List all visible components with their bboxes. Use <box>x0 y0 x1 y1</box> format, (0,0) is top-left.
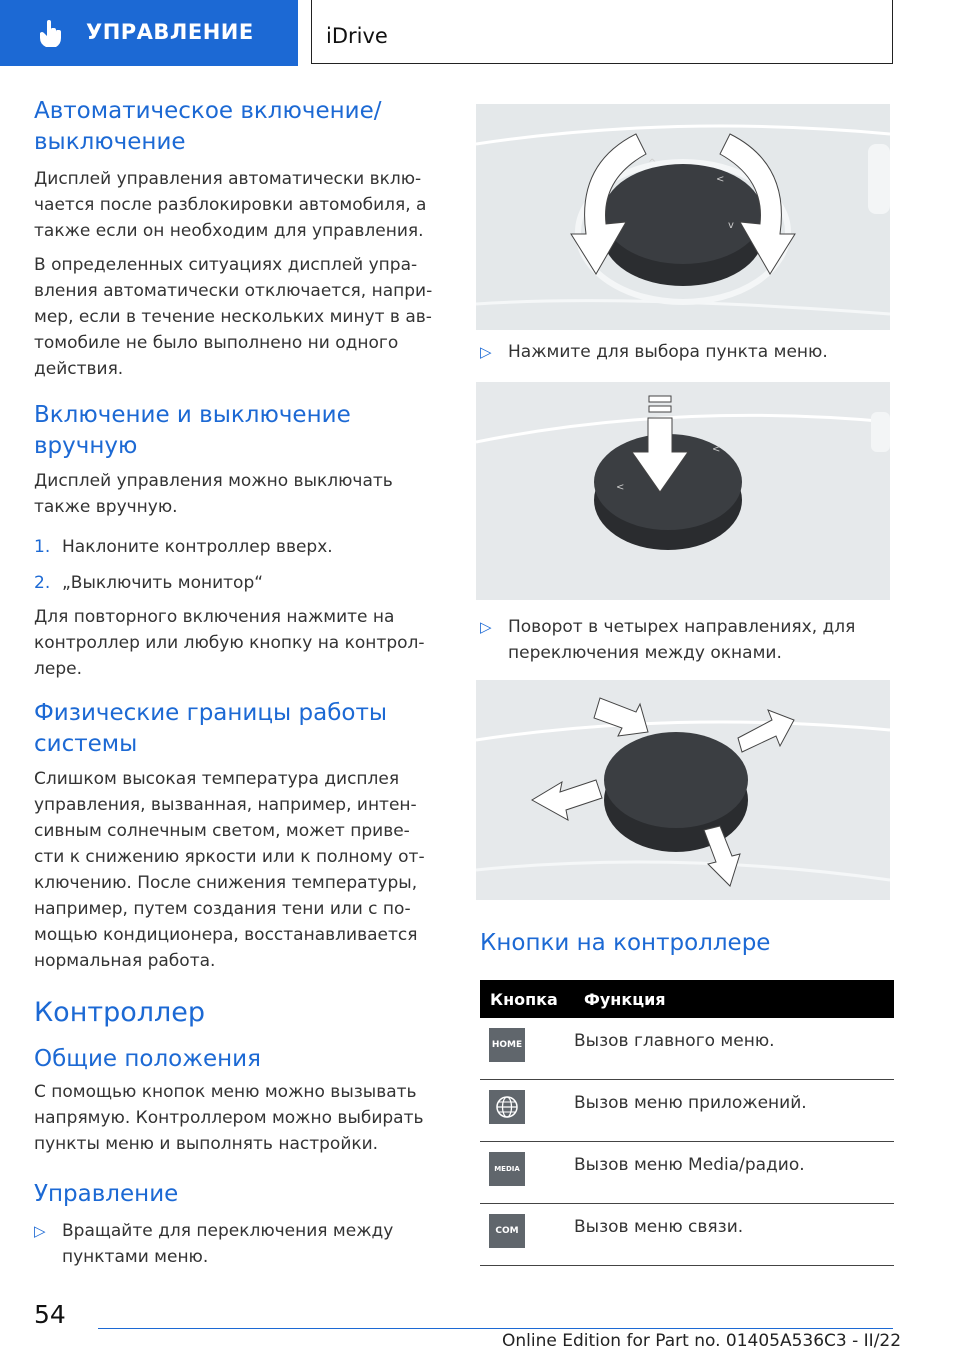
svg-text:<: < <box>616 482 625 493</box>
auto-paragraph-1: Дисплей управления автоматически вклю- чается после разблокировки автомобиля, а также если он необходим для управления. <box>34 169 427 241</box>
table-row <box>480 1080 894 1142</box>
table-cell-function: Вызов меню приложений. <box>574 1093 807 1113</box>
bullet-triangle-icon: ▷ <box>34 1222 46 1240</box>
controller-tilt-image <box>476 680 890 900</box>
footer-divider <box>98 1328 893 1329</box>
media-button-icon: MEDIA <box>489 1152 525 1186</box>
table-header-button: Кнопка <box>480 980 574 1018</box>
list-item: 1. Наклоните контроллер вверх. <box>34 537 333 557</box>
section-title: УПРАВЛЕНИЕ <box>86 20 254 44</box>
list-item: ▷ Вращайте для переключения между пунктами меню. <box>34 1218 454 1270</box>
controller-press-image <box>476 382 890 600</box>
general-paragraph: С помощью кнопок меню можно вызывать напрямую. Контроллером можно выбирать пункты меню и выполнять настройки. <box>34 1082 424 1154</box>
bullet-triangle-icon: ▷ <box>480 343 492 361</box>
svg-text:<: < <box>712 444 721 455</box>
footer-edition: Online Edition for Part no. 01405A536C3 - II/22 <box>502 1331 902 1351</box>
limits-paragraph: Слишком высокая температура дисплея управления, вызванная, например, интен- сивным солнечным светом, может приве- сти к снижению яркости или к полному от- ключению. После снижения температуры, например, путем создания тени или с по- мощью кондиционера, восстанавливается нормальная работа. <box>34 769 425 971</box>
page-number: 54 <box>34 1300 66 1329</box>
section-tab <box>0 0 298 66</box>
list-item: 2. „Выключить монитор“ <box>34 573 264 593</box>
manual-paragraph-2: Для повторного включения нажмите на контроллер или любую кнопку на контрол- лере. <box>34 607 425 679</box>
hand-pointer-icon <box>34 20 66 54</box>
globe-button-icon <box>489 1090 525 1124</box>
svg-text:^: ^ <box>648 158 657 169</box>
table-cell-function: Вызов меню Media/радио. <box>574 1155 805 1175</box>
chapter-title: iDrive <box>326 24 388 48</box>
com-button-icon: COM <box>489 1214 525 1248</box>
table-row <box>480 1142 894 1204</box>
limits-heading: Физические границы работы системы <box>34 700 388 757</box>
chapter-tab <box>311 0 893 64</box>
auto-paragraph-2: В определенных ситуациях дисплей упра- вления автоматически отключается, напри- мер, если в течение нескольких минут в ав- томобиле не было выполнено ни одного действия. <box>34 255 433 379</box>
svg-text:v: v <box>728 220 734 231</box>
manual-paragraph: Дисплей управления можно выключать также вручную. <box>34 471 393 517</box>
table-header-row <box>480 980 894 1018</box>
table-cell-function: Вызов меню связи. <box>574 1217 744 1237</box>
controller-rotate-image <box>476 104 890 330</box>
list-item: ▷ Нажмите для выбора пункта меню. <box>480 339 898 365</box>
manual-heading: Включение и выключение вручную <box>34 402 351 459</box>
auto-heading: Автоматическое включение/ выключение <box>34 98 382 155</box>
bullet-triangle-icon: ▷ <box>480 618 492 636</box>
buttons-heading: Кнопки на контроллере <box>480 930 771 956</box>
controller-heading: Контроллер <box>34 997 205 1028</box>
left-column <box>34 96 454 1270</box>
table-header-function: Функция <box>574 980 894 1018</box>
table-cell-function: Вызов главного меню. <box>574 1031 775 1051</box>
general-heading: Общие положения <box>34 1046 261 1072</box>
home-button-icon: HOME <box>489 1028 525 1062</box>
table-row <box>480 1204 894 1266</box>
buttons-table <box>480 980 894 1266</box>
list-item: ▷ Поворот в четырех направлениях, для переключения между окнами. <box>480 614 898 666</box>
operation-heading: Управление <box>34 1181 179 1207</box>
svg-text:<: < <box>716 174 725 185</box>
table-row <box>480 1018 894 1080</box>
